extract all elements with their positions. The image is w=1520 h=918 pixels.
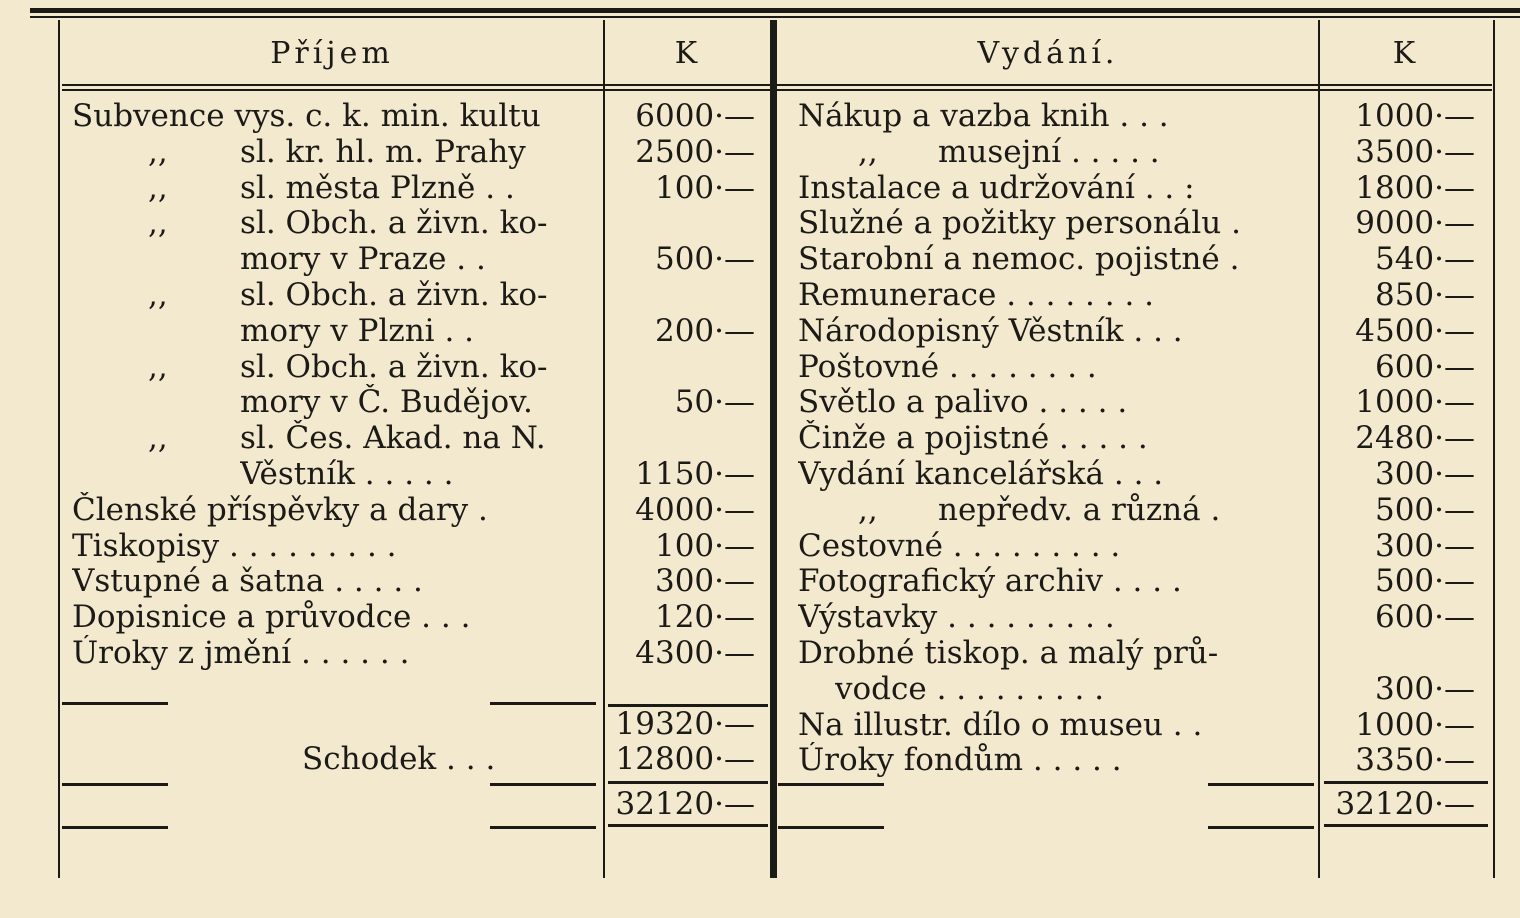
expense-item-label: Remunerace . . . . . . . . (798, 277, 1155, 313)
expense-row (0, 563, 1520, 599)
ditto-mark: ,, (148, 205, 168, 242)
income-item-amount: 200·— (654, 312, 755, 349)
expense-item-label: Úroky fondům . . . . . (798, 742, 1122, 779)
closing-rule-expense (778, 826, 884, 829)
expense-item-label: Výstavky . . . . . . . . . (798, 599, 1115, 636)
income-item-label: Členské příspěvky a dary . (72, 491, 488, 528)
income-item-label: Tiskopisy . . . . . . . . . (72, 527, 397, 564)
expense-item-label: musejní . . . . . (938, 133, 1160, 170)
expense-item-label: Světlo a palivo . . . . . (798, 384, 1128, 421)
income-currency-header: K (674, 36, 702, 71)
expense-item-amount: 300·— (1374, 670, 1475, 707)
income-item-label: sl. kr. hl. m. Prahy (240, 133, 526, 170)
closing-rule-income-2 (490, 826, 596, 829)
expense-row (0, 170, 1520, 206)
expense-row (0, 599, 1520, 635)
ditto-mark: ,, (858, 133, 878, 170)
expense-item-amount: 300·— (1374, 456, 1475, 492)
expense-total-row (0, 786, 1520, 822)
deficit-amount: 12800·— (615, 741, 755, 777)
income-item-amount: 500·— (654, 241, 755, 278)
expense-item-amount: 3500·— (1355, 133, 1475, 170)
expense-currency-header: K (1392, 36, 1420, 71)
expense-item-amount: 500·— (1374, 563, 1475, 600)
expense-item-amount: 540·— (1374, 241, 1475, 278)
expense-item-label: Činže a pojistné . . . . . (798, 420, 1148, 457)
expense-item-label: Národopisný Věstník . . . (798, 312, 1183, 349)
income-item-label: Dopisnice a průvodce . . . (72, 599, 471, 636)
income-item-label: mory v Praze . . (240, 241, 486, 278)
expense-item-amount: 3350·— (1355, 742, 1475, 779)
expense-item-label: Starobní a nemoc. pojistné . (798, 241, 1240, 278)
expense-item-amount: 1800·— (1355, 169, 1475, 206)
expense-item-amount: 500·— (1374, 491, 1475, 528)
income-subtotal: 19320·— (615, 706, 755, 742)
income-item-label: mory v Plzni . . (240, 312, 475, 349)
expense-item-label: nepředv. a různá . (938, 491, 1221, 528)
income-rule-right (490, 702, 596, 705)
expense-row (0, 277, 1520, 313)
income-item-amount: 300·— (654, 563, 755, 600)
ditto-mark: ,, (148, 169, 168, 206)
income-item-label: sl. Obch. a živn. ko- (240, 348, 548, 385)
expense-row (0, 456, 1520, 492)
expense-item-amount: 300·— (1374, 527, 1475, 564)
income-item-label: sl. Čes. Akad. na N. (240, 420, 546, 457)
header-rule (62, 84, 1492, 86)
ditto-mark: ,, (858, 491, 878, 528)
income-item-amount: 100·— (654, 527, 755, 564)
expense-row (0, 313, 1520, 349)
expense-item-amount: 1000·— (1355, 384, 1475, 421)
expense-item-amount: 850·— (1374, 277, 1475, 313)
expense-item-label: Nákup a vazba knih . . . (798, 98, 1169, 134)
expense-row (0, 528, 1520, 564)
expense-item-label: Vydání kancelářská . . . (798, 456, 1164, 492)
expense-item-amount: 600·— (1374, 348, 1475, 385)
income-item-amount: 100·— (654, 169, 755, 206)
closing-rule-income (62, 826, 168, 829)
ditto-mark: ,, (148, 133, 168, 170)
deficit-row (0, 741, 780, 777)
expense-item-label: Drobné tiskop. a malý prů- (798, 635, 1219, 671)
top-rule (30, 8, 1520, 13)
expense-item-label: Cestovné . . . . . . . . . (798, 527, 1121, 564)
closing-rule-expense-2 (1208, 826, 1314, 829)
expense-total: 32120·— (1335, 786, 1475, 822)
expense-row (0, 241, 1520, 277)
income-rule-left (62, 702, 168, 705)
expense-item-amount: 2480·— (1355, 420, 1475, 457)
expense-item-amount: 1000·— (1355, 98, 1475, 134)
income-item-amount: 50·— (674, 384, 755, 421)
income-total: 32120·— (615, 786, 755, 822)
income-item-amount: 4000·— (635, 491, 755, 528)
ditto-mark: ,, (148, 277, 168, 313)
income-item-label: sl. města Plzně . . (240, 169, 515, 206)
expense-total-rule (1324, 781, 1488, 784)
expense-item-amount: 600·— (1374, 599, 1475, 636)
expense-item-label: Poštovné . . . . . . . . (798, 348, 1097, 385)
income-item-label: Vstupné a šatna . . . . . (72, 563, 423, 600)
expense-item-amount: 4500·— (1355, 312, 1475, 349)
expense-item-amount: 1000·— (1355, 706, 1475, 743)
header-rule-2 (62, 89, 1492, 91)
deficit-label: Schodek . . . (302, 741, 496, 777)
income-item-label: Úroky z jmění . . . . . . (72, 635, 410, 671)
income-item-label: Subvence vys. c. k. min. kultu (72, 98, 541, 134)
income-item-amount: 4300·— (635, 635, 755, 671)
income-item-amount: 1150·— (635, 456, 755, 492)
income-subtotal-row (0, 706, 780, 742)
income-item-amount: 6000·— (635, 98, 755, 134)
expense-row (0, 420, 1520, 456)
expense-row (0, 98, 1520, 134)
expense-item-label: Instalace a udržování . . : (798, 169, 1195, 206)
expense-item-amount: 9000·— (1355, 205, 1475, 242)
closing-rule-income-amount (608, 824, 768, 827)
expense-item-label: Na illustr. dílo o museu . . (798, 706, 1203, 743)
expense-row (0, 134, 1520, 170)
income-item-label: mory v Č. Budějov. (240, 384, 533, 421)
top-rule-thin (30, 16, 1520, 18)
expense-item-label: vodce . . . . . . . . . (835, 670, 1105, 707)
ditto-mark: ,, (148, 420, 168, 457)
expense-item-label: Fotografický archiv . . . . (798, 563, 1182, 600)
expense-header: Vydání. (977, 36, 1119, 71)
income-total-rule (608, 781, 768, 784)
expense-row (0, 349, 1520, 385)
expense-row (0, 492, 1520, 528)
expense-row (0, 384, 1520, 420)
expense-item-label: Služné a požitky personálu . (798, 205, 1241, 242)
income-header: Příjem (270, 36, 394, 71)
expense-row (0, 671, 1520, 707)
expense-row (0, 635, 1520, 671)
closing-rule-expense-amount (1324, 824, 1488, 827)
income-item-amount: 2500·— (635, 133, 755, 170)
income-item-label: sl. Obch. a živn. ko- (240, 277, 548, 313)
income-item-label: sl. Obch. a živn. ko- (240, 205, 548, 242)
income-item-amount: 120·— (654, 599, 755, 636)
income-item-label: Věstník . . . . . (240, 456, 454, 492)
expense-row (0, 205, 1520, 241)
ditto-mark: ,, (148, 348, 168, 385)
